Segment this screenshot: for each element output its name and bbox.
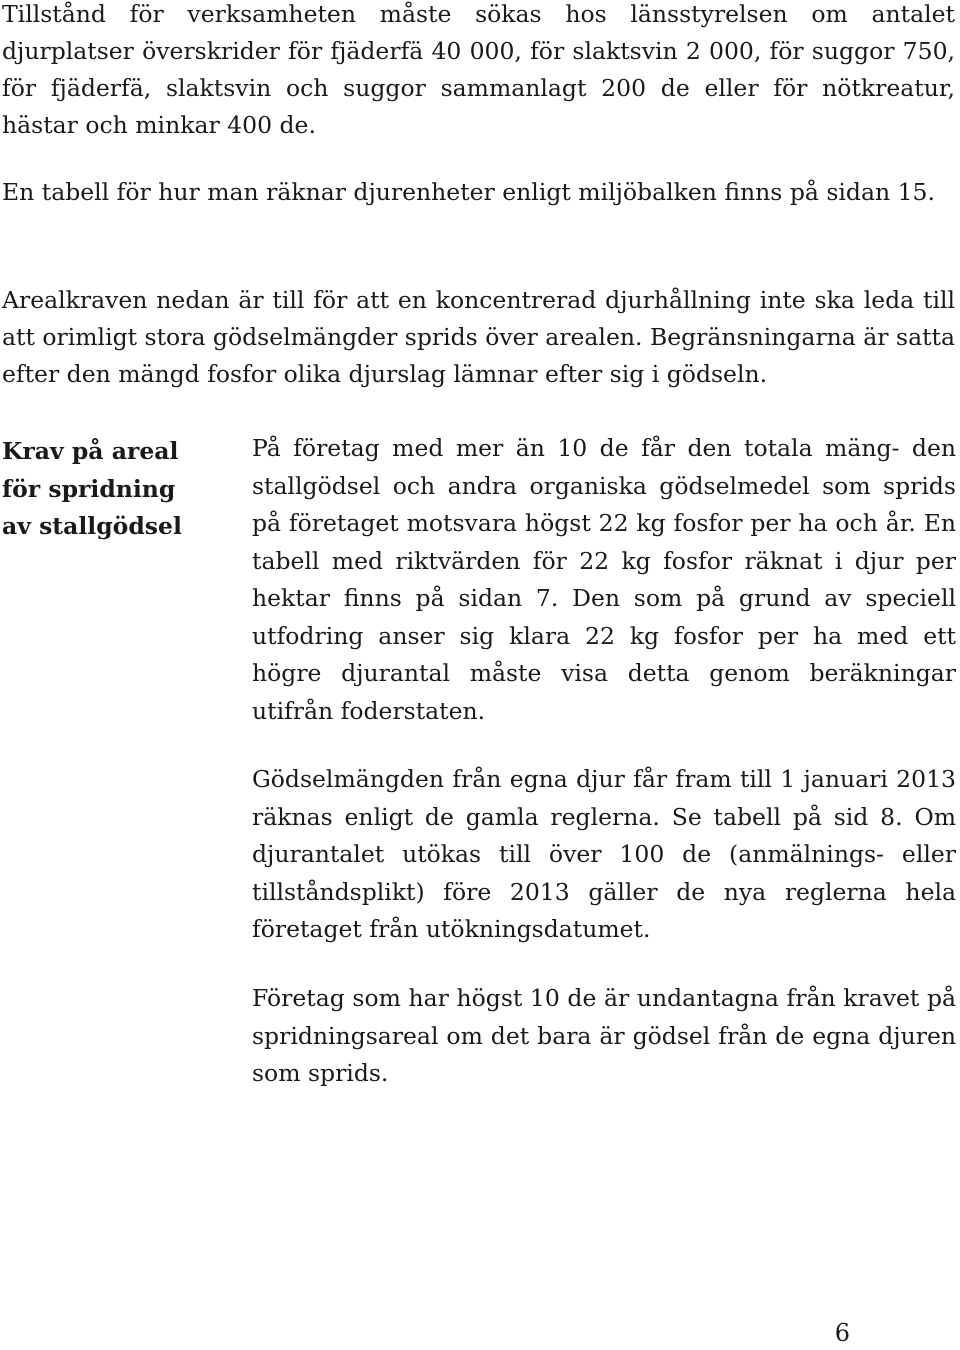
- paragraph-permit-requirements: Tillstånd för verksamheten måste sökas hos länsstyrelsen om antalet djurplatser överskrider för fjäderfä 40 000, för slaktsvin 2 000, för suggor 750, för fjäderfä, slaktsvin och suggor sammanlagt 200 de eller för nötkreatur, hästar och minkar 400 de.: [2, 0, 955, 139]
- paragraph-livestock-units-table: En tabell för hur man räknar djurenheter enligt miljöbalken finns på sidan 15.: [2, 178, 935, 206]
- paragraph-transition-rules: Gödselmängden från egna djur får fram till 1 januari 2013 räknas enligt de gamla reglerna. Se tabell på sid 8. Om djurantalet utökas till över 100 de (anmälnings- eller tillståndsplikt) före 2013 gäller de nya reglerna hela företaget från utökningsdatumet.: [252, 765, 956, 943]
- paragraph-phosphorus-limit: På företag med mer än 10 de får den totala mäng- den stallgödsel och andra organiska gödselmedel som sprids på företaget motsvara högst 22 kg fosfor per ha och år. En tabell med riktvärden för 22 kg fosfor räknat i djur per hektar finns på sidan 7. Den som på grund av speciell utfodring anser sig klara 22 kg fosfor per ha med ett högre djurantal måste visa detta genom beräkningar utifrån foderstaten.: [252, 434, 956, 725]
- page-number: 6: [834, 1319, 850, 1347]
- paragraph-area-requirements-purpose: Arealkraven nedan är till för att en koncentrerad djurhållning inte ska leda till att orimligt stora gödselmängder sprids över arealen. Begränsningarna är satta efter den mängd fosfor olika djurslag lämnar efter sig i gödseln.: [2, 286, 955, 388]
- section-heading: Krav på areal för spridning av stallgödsel: [2, 437, 182, 540]
- paragraph-exemption: Företag som har högst 10 de är undantagna från kravet på spridningsareal om det bara är gödsel från de egna djuren som sprids.: [252, 984, 956, 1087]
